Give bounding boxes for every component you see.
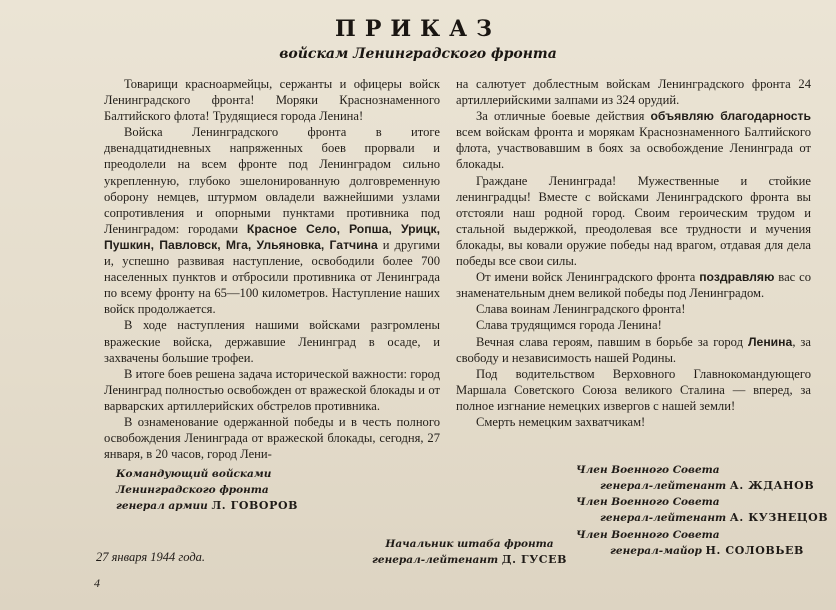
council-member-signature [576, 511, 804, 559]
gratitude-phrase: объявляю благодарность [650, 109, 811, 124]
paragraph [456, 269, 811, 301]
paragraph: В итоге боев решена задача исторической важности: город Ленинград полностью освобожден от вражеской блокады и от варварских артиллерийских обстрелов противника. [104, 366, 440, 413]
signature-rank: генерал армии [116, 500, 208, 512]
signature-name: Н. СОЛОВЬЕВ [705, 544, 804, 557]
signature-line: Ленинградского фронта [116, 484, 269, 496]
signature-line [576, 543, 804, 559]
paragraph [104, 124, 440, 317]
paragraph [456, 108, 811, 172]
commander-signature [116, 466, 298, 514]
signature-line: Командующий войсками [116, 468, 272, 480]
signature-rank: генерал-майор [610, 545, 702, 557]
council-member-signature [576, 462, 814, 494]
signature-rank: генерал-лейтенант [600, 512, 727, 524]
signature-line: Член Военного Совета [576, 529, 720, 541]
signature-line [116, 498, 298, 514]
paragraph: В ознаменование одержанной победы и в честь полного освобождения Ленинграда от вражеской блокады, сегодня, 27 января, в 20 часов, город Лени- [104, 414, 440, 462]
signature-line [372, 552, 567, 568]
paragraph: Граждане Ленинграда! Мужественные и стойкие ленинградцы! Вместе с войсками Ленинградского фронта вы отстояли наш родной город. Своим героическим трудом и стальной выдержкой, преодолевая все трудности и мучения блокады, вы ковали оружие победы над врагом, отдавая для дела победы все свои силы. [456, 173, 811, 269]
signature-name: Л. ГОВОРОВ [211, 499, 299, 512]
paragraph-text: и другими и, успешно развивая наступление, освободили более 700 населенных пунктов и отбросили противника от Ленинграда по всему фронту на 65—100 километров. Наступление наших войск продолжается. [104, 237, 440, 317]
paragraph: на салютует доблестным войскам Ленинградского фронта 24 артиллерийскими залпами из 324 орудий. [456, 77, 811, 108]
paragraph [456, 334, 811, 366]
left-column [104, 76, 440, 462]
paragraph-text: всем войскам фронта и морякам Краснознаменного Балтийского флота, участвовавшим в боях за освобождение Ленинграда от блокады. [456, 125, 811, 172]
paragraph: Под водительством Верховного Главнокомандующего Маршала Советского Союза великого Сталина — вперед, за полное изгнание немецких извергов с нашей земли! [456, 366, 811, 413]
slogan: Слава трудящимся города Ленина! [476, 318, 662, 333]
paragraph-text: Вечная слава героям, павшим в борьбе за город [476, 334, 744, 349]
paragraph-text: вас со знаменательным днем великой победы под Ленинградом. [456, 270, 811, 301]
signature-line: Член Военного Совета [576, 464, 720, 476]
paragraph: Товарищи красноармейцы, сержанты и офицеры войск Ленинградского фронта! Моряки Краснознаменного Балтийского флота! Трудящиеся города Ленина! [104, 77, 440, 124]
paragraph-text: , за свободу и независимость нашей Родины. [456, 334, 811, 365]
paragraph-text: За отличные боевые действия [476, 109, 645, 124]
signature-line: Член Военного Совета [576, 496, 720, 508]
slogan: Слава воинам Ленинградского фронта! [476, 302, 686, 317]
paragraph-text: Войска Ленинградского фронта в итоге двенадцатидневных напряженных боев прорвали и преодолели на всем фронте под Ленинградом сильно укрепленную, глубоко эшелонированную долговременную оборону немцев, штурмом овладели важнейшими узлами сопротивления и опорными пунктами противника под Ленинградом: городами [104, 125, 440, 236]
signature-line [576, 478, 814, 494]
signature-line: Начальник штаба фронта [385, 538, 554, 550]
liberated-towns: Красное Село, Ропша, Урицк, Пушкин, Павловск, Мга, Ульяновка, Гатчина [104, 221, 440, 252]
signature-name: А. КУЗНЕЦОВ [729, 511, 829, 524]
signature-rank: генерал-лейтенант [372, 554, 499, 566]
city-name: Ленина [747, 334, 793, 349]
signature-rank: генерал-лейтенант [600, 480, 727, 492]
slogan: Смерть немецким захватчикам! [476, 414, 646, 429]
paragraph-text: От имени войск Ленинградского фронта [476, 270, 696, 285]
right-column [456, 76, 811, 430]
congratulate-phrase: поздравляю [699, 270, 775, 285]
document-subtitle: войскам Ленинградского фронта [279, 46, 557, 62]
signature-name: Д. ГУСЕВ [501, 553, 567, 566]
document-date: 27 января 1944 года. [96, 550, 206, 564]
signature-name: А. ЖДАНОВ [729, 479, 815, 492]
paragraph: В ходе наступления нашими войсками разгромлены вражеские войска, державшие Ленинград в осаде, и захвачены большие трофеи. [104, 318, 440, 365]
page-number: 4 [94, 576, 100, 590]
chief-of-staff-signature [372, 536, 567, 568]
document-title: ПРИКАЗ [335, 16, 501, 42]
